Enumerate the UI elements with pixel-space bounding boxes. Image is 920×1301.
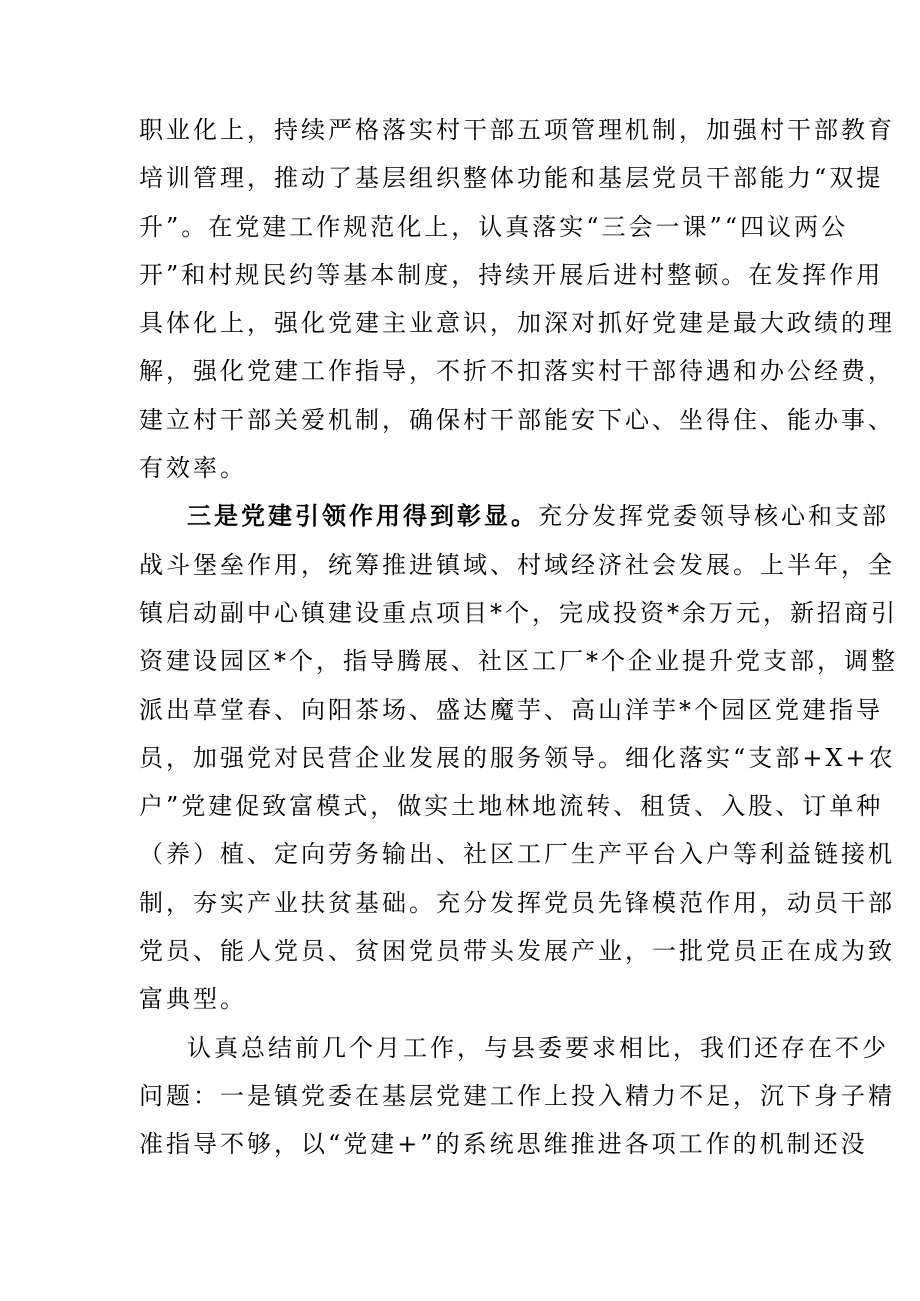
paragraph-2 (139, 492, 898, 1023)
text-line: 认真总结前几个月工作，与县委要求相比，我们还存在不少 (187, 1033, 889, 1062)
text-line: （养）植、定向劳务输出、社区工厂生产平台入户等利益链接机 (139, 840, 895, 869)
paragraph-1 (139, 106, 895, 492)
text-line: 派出草堂春、向阳茶场、盛达魔芋、高山洋芋*个园区党建指导 (139, 695, 883, 724)
text-run: 充分发挥党委领导核心和支部 (538, 502, 889, 531)
text-line: 升”。在党建工作规范化上，认真落实“三会一课”“四议两公 (139, 212, 849, 241)
text-line: 开”和村规民约等基本制度，持续开展后进村整顿。在发挥作用 (139, 260, 884, 289)
text-line: 富典型。 (139, 985, 247, 1014)
text-line: 党员、能人党员、贫困党员带头发展产业，一批党员正在成为致 (139, 937, 895, 966)
text-line: 战斗堡垒作用，统筹推进镇域、村域经济社会发展。上半年，全 (139, 550, 895, 579)
text-line: 解，强化党建工作指导，不折不扣落实村干部待遇和办公经费， (139, 357, 895, 386)
text-line: 建立村干部关爱机制，确保村干部能安下心、坐得住、能办事、 (139, 405, 895, 434)
text-line: 员，加强党对民营企业发展的服务领导。细化落实“支部+X+农 (139, 743, 896, 772)
text-line: 培训管理，推动了基层组织整体功能和基层党员干部能力“双提 (139, 164, 884, 193)
paragraph-3 (139, 1024, 895, 1169)
document-body (139, 106, 898, 1169)
text-line: 有效率。 (139, 454, 247, 483)
paragraph-heading: 三是党建引领作用得到彰显。 (187, 501, 538, 531)
text-line (139, 492, 889, 540)
text-line: 问题：一是镇党委在基层党建工作上投入精力不足，沉下身子精 (139, 1081, 895, 1110)
text-line: 制，夯实产业扶贫基础。充分发挥党员先锋模范作用，动员干部 (139, 888, 895, 917)
text-line: 准指导不够，以“党建+”的系统思维推进各项工作的机制还没 (139, 1130, 868, 1159)
text-line: 具体化上，强化党建主业意识，加深对抓好党建是最大政绩的理 (139, 309, 895, 338)
text-line: 职业化上，持续严格落实村干部五项管理机制，加强村干部教育 (139, 116, 895, 144)
text-line: 资建设园区*个，指导腾展、社区工厂*个企业提升党支部，调整 (139, 647, 898, 676)
text-line: 户”党建促致富模式，做实土地林地流转、租赁、入股、订单种 (139, 792, 884, 821)
text-line: 镇启动副中心镇建设重点项目*个，完成投资*余万元，新招商引 (139, 598, 898, 627)
